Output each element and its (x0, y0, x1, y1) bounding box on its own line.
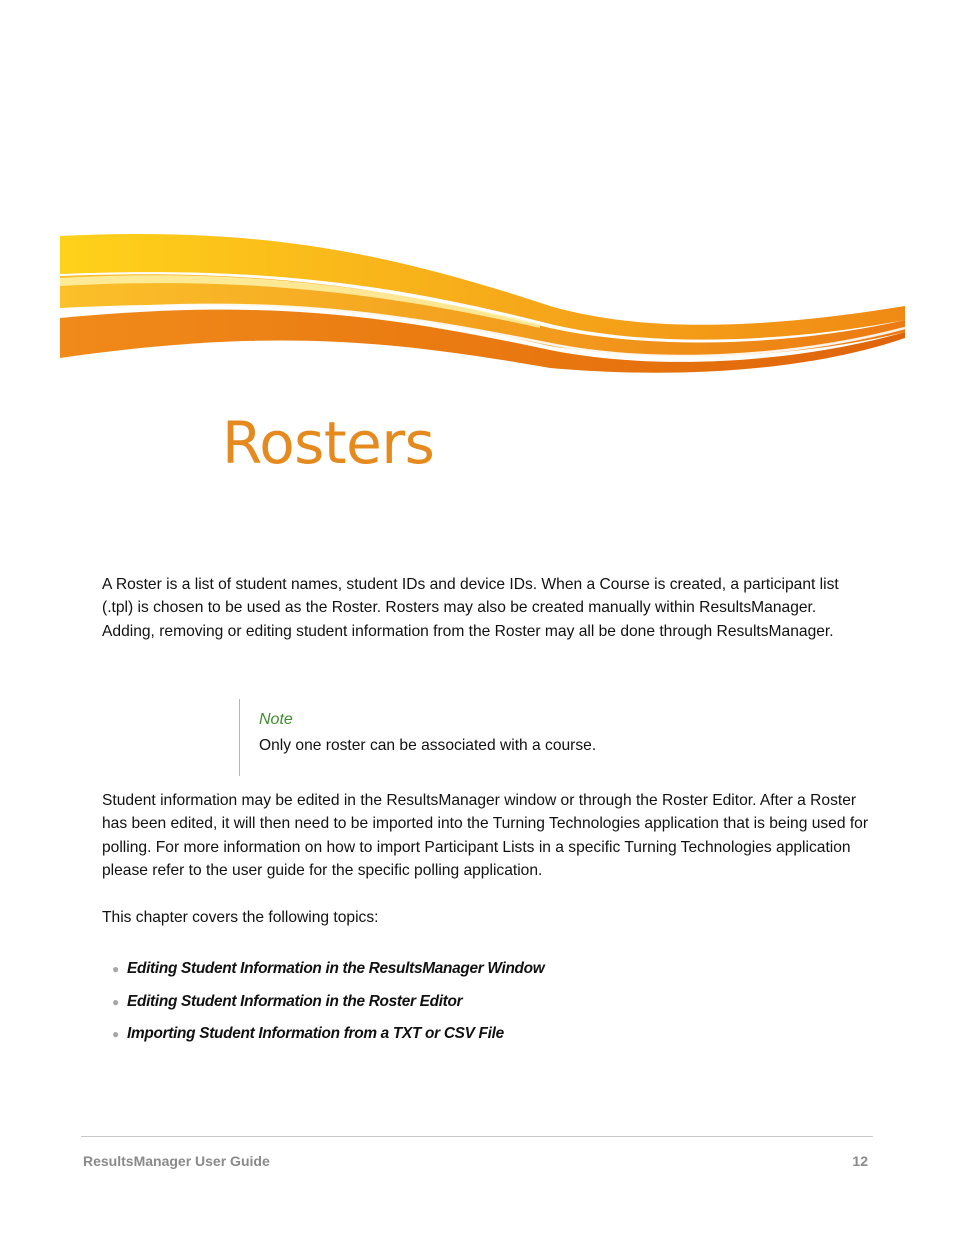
intro-paragraph: A Roster is a list of student names, student IDs and device IDs. When a Course is created, a participant list (.tpl) is chosen to be used as the Roster. Rosters may also be created manually within ResultsManager. Adding, removing or editing student information from the Roster may all be done through ResultsManager. (102, 576, 839, 640)
topics-list (112, 953, 544, 1051)
edit-info-paragraph: Student information may be edited in the ResultsManager window or through the Roster Editor. After a Roster has been edited, it will then need to be imported into the Turning Technologies application that is being used for polling. For more information on how to import Participant Lists in a specific Turning Technologies application please refer to the user guide for the specific polling application. (102, 792, 869, 880)
footer-page-number: 12 (852, 1153, 868, 1169)
decorative-wave-banner (60, 228, 905, 378)
page-title: Rosters (222, 409, 435, 477)
topic-link-editing-roster-editor[interactable]: Editing Student Information in the Roster Editor (127, 992, 463, 1010)
note-text: Only one roster can be associated with a course. (259, 737, 597, 754)
footer-guide-name: ResultsManager User Guide (83, 1153, 270, 1169)
topic-link-editing-resultsmanager-window[interactable]: Editing Student Information in the ResultsManager Window (127, 960, 545, 978)
footer-divider (81, 1136, 873, 1137)
topic-item (112, 986, 544, 1019)
bullet-icon: ● (112, 962, 120, 977)
topics-lead-text: This chapter covers the following topics: (102, 909, 379, 926)
topic-link-importing-txt-csv[interactable]: Importing Student Information from a TXT or CSV File (127, 1025, 504, 1043)
topic-item (112, 1018, 544, 1051)
bullet-icon: ● (112, 1027, 120, 1042)
bullet-icon: ● (112, 994, 120, 1009)
topic-item (112, 953, 544, 986)
note-label: Note (259, 711, 293, 728)
note-callout (239, 699, 819, 776)
